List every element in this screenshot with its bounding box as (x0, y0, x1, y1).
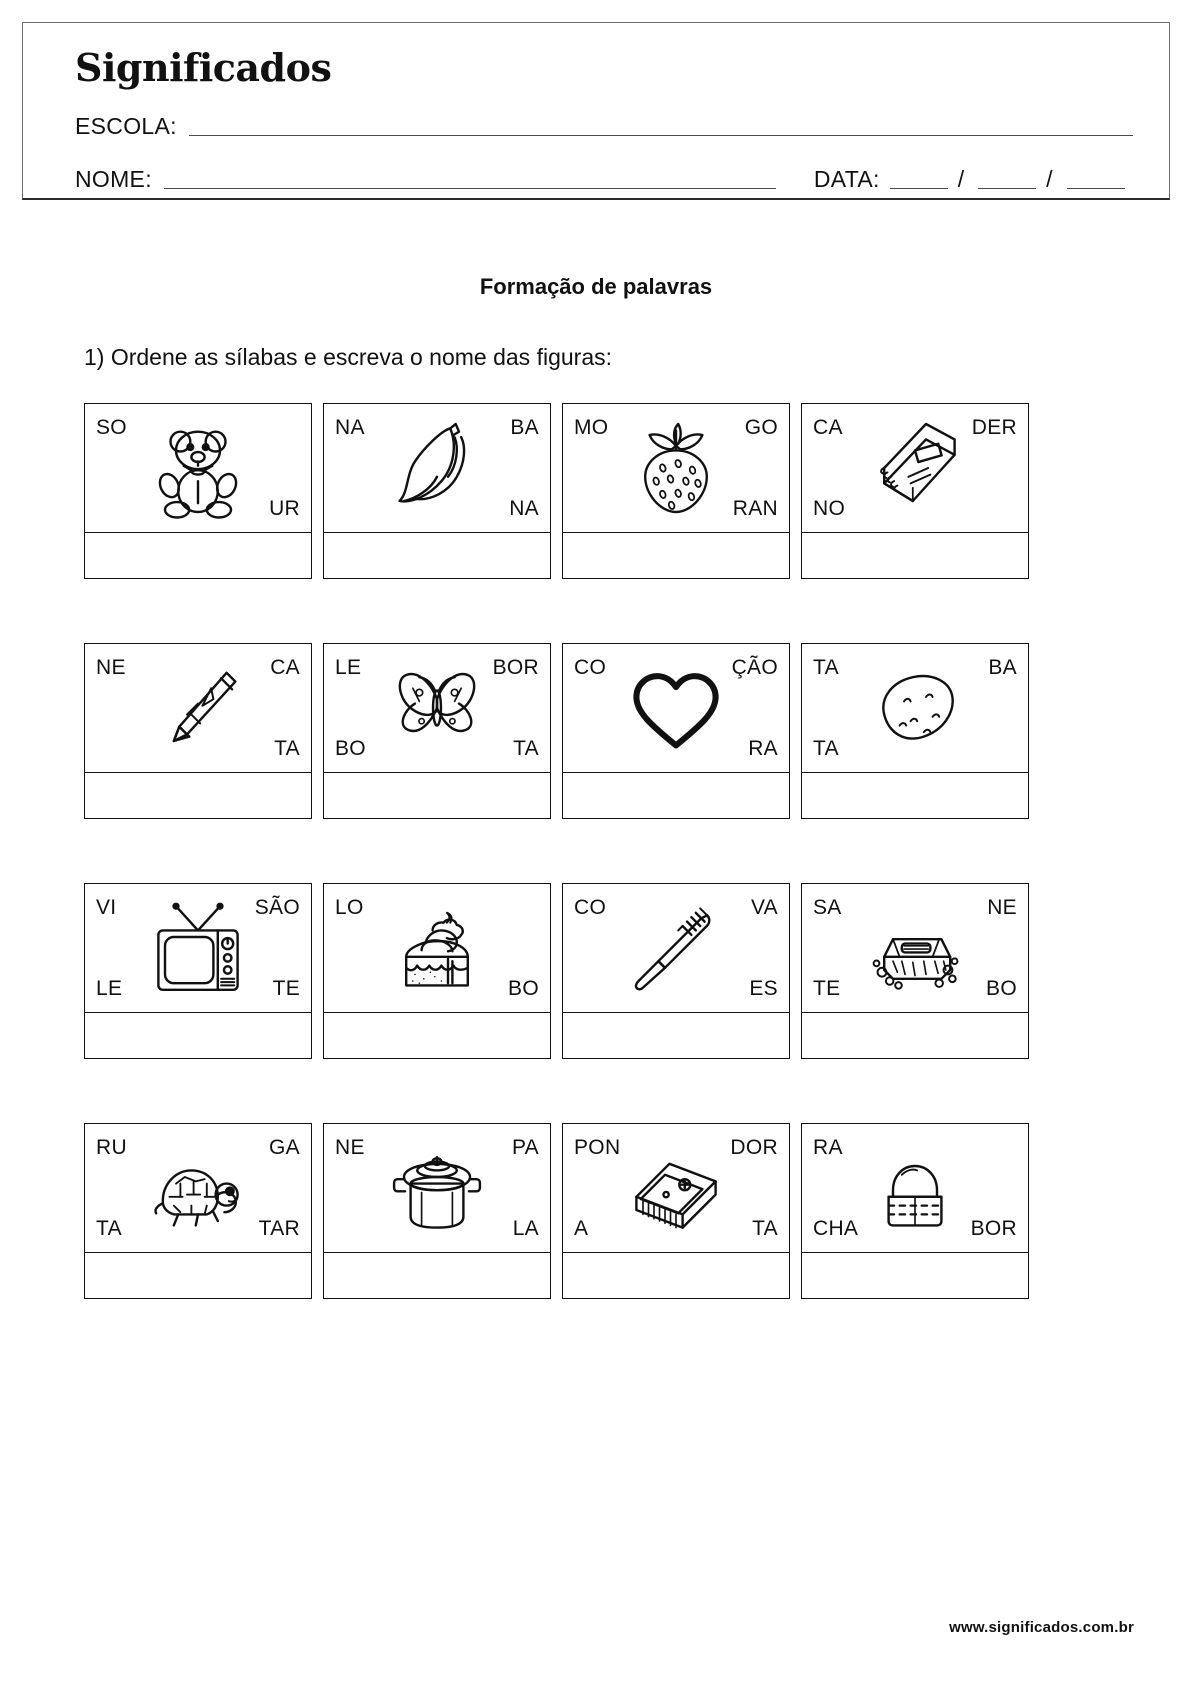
card-figure (801, 883, 1029, 1013)
answer-box[interactable] (801, 1253, 1029, 1299)
eraser-icon (856, 1133, 974, 1243)
syllable-tl: RU (96, 1136, 127, 1159)
syllable-bl: LE (96, 977, 123, 1000)
answer-box[interactable] (323, 1013, 551, 1059)
exercise-card (323, 883, 551, 1059)
worksheet-body (22, 274, 1170, 1299)
syllable-tl: PON (574, 1136, 621, 1159)
card-figure (562, 1123, 790, 1253)
pencil-sharpener-icon (617, 1133, 735, 1243)
nome-label: NOME: (75, 166, 152, 192)
notebook-icon (856, 413, 974, 523)
worksheet-page (22, 22, 1170, 1662)
data-separator-2: / (1046, 166, 1053, 192)
cake-slice-icon (378, 893, 496, 1003)
exercise-card (84, 883, 312, 1059)
data-month-line[interactable] (978, 187, 1036, 189)
syllable-tl: NE (335, 1136, 365, 1159)
syllable-tr: BA (988, 656, 1017, 679)
toothbrush-icon (617, 893, 735, 1003)
syllable-bl: CHA (813, 1217, 859, 1240)
student-info-header (22, 22, 1170, 200)
syllable-br: LA (512, 1217, 539, 1240)
syllable-br: TAR (258, 1217, 300, 1240)
syllable-tl: LO (335, 896, 364, 919)
worksheet-title: Formação de palavras (479, 274, 713, 299)
exercise-card (323, 1123, 551, 1299)
exercise-card (323, 643, 551, 819)
syllable-tl: VI (96, 896, 117, 919)
answer-box[interactable] (801, 533, 1029, 579)
syllable-tr: NE (987, 896, 1017, 919)
syllable-bl: TA (96, 1217, 122, 1240)
card-figure (323, 1123, 551, 1253)
syllable-tl: NA (335, 416, 365, 439)
card-figure (562, 883, 790, 1013)
data-year-line[interactable] (1067, 187, 1125, 189)
syllable-tr: BOR (492, 656, 539, 679)
exercise-card (562, 883, 790, 1059)
exercise-card (84, 643, 312, 819)
card-figure (84, 643, 312, 773)
butterfly-icon (378, 653, 496, 763)
syllable-tr: ÇÃO (731, 656, 778, 679)
syllable-tl: SA (813, 896, 842, 919)
syllable-tl: LE (335, 656, 362, 679)
syllable-tl: MO (574, 416, 609, 439)
exercise-card (323, 403, 551, 579)
exercise-card (801, 883, 1029, 1059)
exercise-card (562, 643, 790, 819)
exercise-card (562, 1123, 790, 1299)
escola-input-line[interactable] (189, 134, 1133, 136)
syllable-tr: PA (511, 1136, 539, 1159)
syllable-br: BO (986, 977, 1017, 1000)
card-figure (801, 403, 1029, 533)
card-figure (562, 403, 790, 533)
answer-box[interactable] (562, 773, 790, 819)
syllable-tl: CA (813, 416, 843, 439)
syllable-tl: CO (574, 896, 607, 919)
escola-label: ESCOLA: (75, 113, 177, 139)
syllable-br: ES (749, 977, 778, 1000)
potato-icon (856, 653, 974, 763)
syllable-br: BO (508, 977, 539, 1000)
exercise-card (801, 1123, 1029, 1299)
card-figure (84, 1123, 312, 1253)
answer-box[interactable] (84, 1013, 312, 1059)
card-figure (801, 643, 1029, 773)
syllable-br: TA (513, 737, 539, 760)
data-day-line[interactable] (890, 187, 948, 189)
syllable-tr: SÃO (254, 896, 300, 919)
card-figure (562, 643, 790, 773)
syllable-tr: CA (270, 656, 300, 679)
answer-box[interactable] (562, 1013, 790, 1059)
syllable-tr: GA (269, 1136, 300, 1159)
syllable-br: TA (752, 1217, 778, 1240)
syllable-tr: DER (971, 416, 1017, 439)
answer-box[interactable] (84, 533, 312, 579)
teddy-bear-icon (139, 413, 257, 523)
syllable-tr: VA (750, 896, 778, 919)
nome-field-row (75, 166, 1133, 195)
turtle-icon (139, 1133, 257, 1243)
syllable-tl: CO (574, 656, 607, 679)
pen-icon (139, 653, 257, 763)
card-figure (801, 1123, 1029, 1253)
syllable-tl: TA (813, 656, 839, 679)
data-field-group (814, 166, 1125, 195)
syllable-tl: NE (96, 656, 126, 679)
answer-box[interactable] (323, 533, 551, 579)
syllable-br: UR (269, 497, 300, 520)
exercise-card (801, 403, 1029, 579)
syllable-bl: NO (813, 497, 846, 520)
exercise-card (84, 403, 312, 579)
answer-box[interactable] (84, 773, 312, 819)
answer-box[interactable] (323, 773, 551, 819)
card-figure (323, 643, 551, 773)
banana-icon (378, 413, 496, 523)
card-figure (84, 403, 312, 533)
card-figure (323, 403, 551, 533)
syllable-bl: A (574, 1217, 589, 1240)
syllable-br: TE (272, 977, 300, 1000)
television-icon (139, 893, 257, 1003)
data-separator-1: / (957, 166, 965, 192)
answer-box[interactable] (562, 533, 790, 579)
syllable-tr: DOR (730, 1136, 778, 1159)
exercise-card (801, 643, 1029, 819)
exercise-instruction: 1) Ordene as sílabas e escreva o nome das figuras: (84, 344, 613, 370)
syllable-tl: SO (96, 416, 127, 439)
answer-box[interactable] (84, 1253, 312, 1299)
exercise-grid (84, 403, 1134, 1299)
exercise-card (562, 403, 790, 579)
syllable-br: RA (748, 737, 778, 760)
syllable-br: NA (509, 497, 539, 520)
syllable-bl: BO (335, 737, 366, 760)
syllable-tr: GO (744, 416, 778, 439)
answer-box[interactable] (323, 1253, 551, 1299)
nome-input-line[interactable] (164, 187, 776, 189)
heart-icon (617, 653, 735, 763)
syllable-tr: BA (510, 416, 539, 439)
syllable-bl: TE (813, 977, 841, 1000)
syllable-bl: TA (813, 737, 839, 760)
soap-bar-icon (856, 893, 974, 1003)
syllable-br: BOR (970, 1217, 1017, 1240)
site-logo: Significados (75, 45, 332, 90)
data-label: DATA: (813, 166, 880, 192)
card-figure (84, 883, 312, 1013)
escola-field-row (75, 113, 1133, 142)
exercise-card (84, 1123, 312, 1299)
footer-url: www.significados.com.br (949, 1619, 1134, 1636)
syllable-br: TA (274, 737, 300, 760)
cooking-pot-icon (378, 1133, 496, 1243)
syllable-br: RAN (732, 497, 778, 520)
syllable-tl: RA (813, 1136, 843, 1159)
card-figure (323, 883, 551, 1013)
answer-box[interactable] (801, 1013, 1029, 1059)
answer-box[interactable] (562, 1253, 790, 1299)
answer-box[interactable] (801, 773, 1029, 819)
strawberry-icon (617, 413, 735, 523)
